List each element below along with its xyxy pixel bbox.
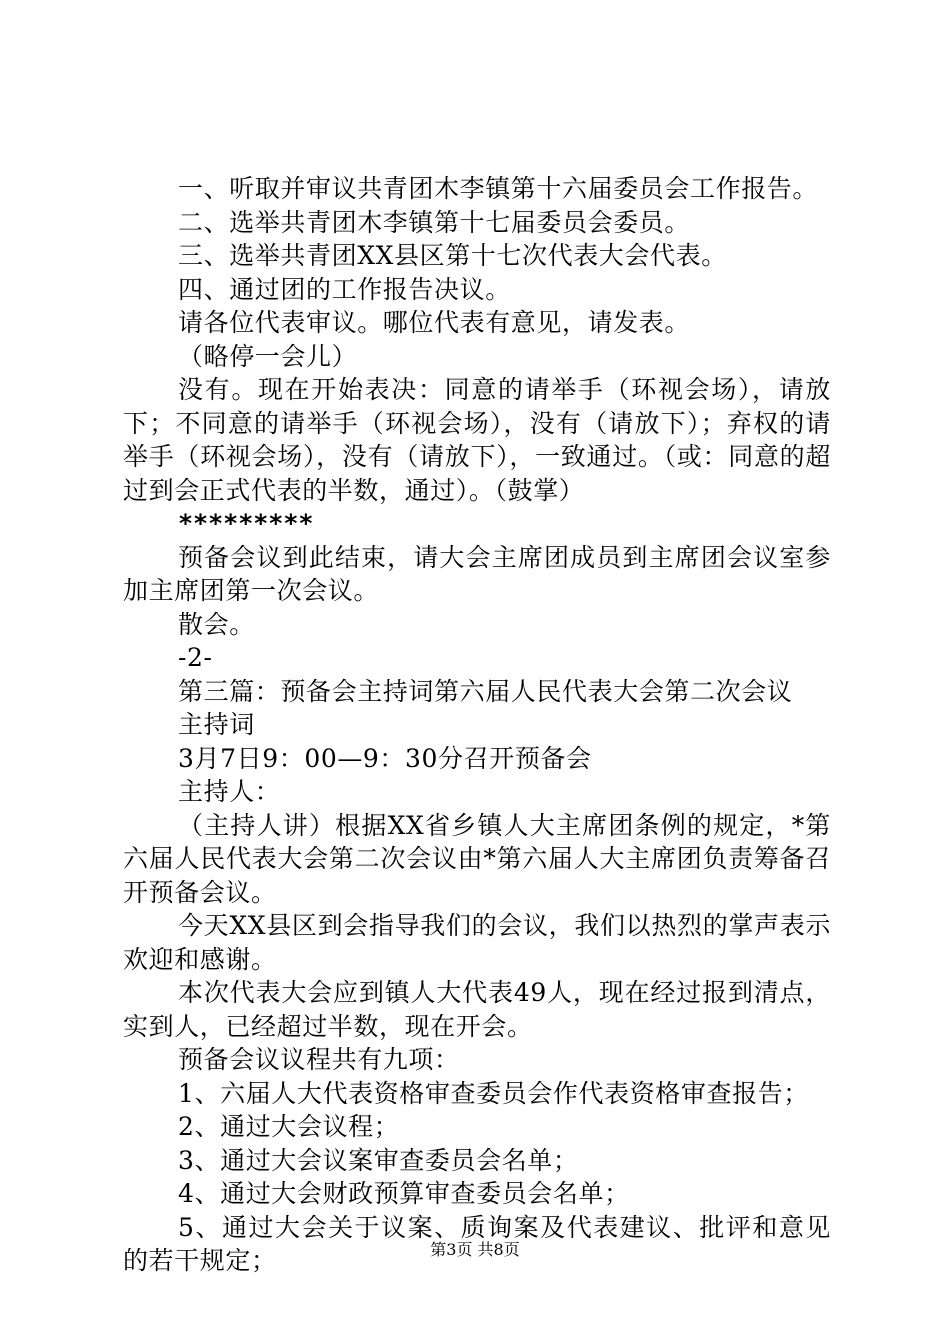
- separator-stars: *********: [178, 509, 314, 538]
- section-subtitle: 主持词: [178, 710, 255, 739]
- paragraph: 散会。: [178, 609, 255, 639]
- paragraph: 主持人：: [178, 777, 281, 806]
- paragraph: 二、选举共青团木李镇第十七届委员会委员。: [178, 207, 691, 237]
- inline-page-marker: -2-: [178, 643, 213, 672]
- paragraph: 没有。现在开始表决：同意的请举手（环视会场），请放下；不同意的请举手（环视会场），没有（请放下）；弃权的请举手（环视会场），没有（请放下），一致通过。（或：同意的超过到会正式代表的半数，通过）。（鼓掌）: [123, 375, 831, 505]
- paragraph: 本次代表大会应到镇人大代表49人，现在经过报到清点，实到人，已经超过半数，现在开会。: [123, 978, 831, 1041]
- list-item: 1、六届人大代表资格审查委员会作代表资格审查报告；: [178, 1078, 809, 1108]
- list-item: 2、通过大会议程；: [178, 1112, 400, 1141]
- page-footer: 第3页 共8页: [430, 1240, 520, 1259]
- document-body: [123, 172, 831, 1278]
- paragraph: 预备会议到此结束，请大会主席团成员到主席团会议室参加主席团第一次会议。: [123, 542, 831, 605]
- paragraph: （主持人讲）根据XX省乡镇人大主席团条例的规定，*第六届人民代表大会第二次会议由*第六届人大主席团负责筹备召开预备会议。: [123, 810, 831, 907]
- paragraph: 三、选举共青团XX县区第十七次代表大会代表。: [178, 241, 727, 270]
- paragraph: 3月7日9：00—9：30分召开预备会: [178, 743, 592, 773]
- paragraph: 一、听取并审议共青团木李镇第十六届委员会工作报告。: [178, 174, 819, 203]
- paragraph: 今天XX县区到会指导我们的会议，我们以热烈的掌声表示欢迎和感谢。: [123, 911, 831, 974]
- list-item: 5、通过大会关于议案、质询案及代表建议、批评和意见的若干规定；: [123, 1212, 831, 1275]
- paragraph: 请各位代表审议。哪位代表有意见，请发表。: [178, 308, 691, 337]
- list-item: 3、通过大会议案审查委员会名单；: [178, 1145, 579, 1175]
- paragraph: 预备会议议程共有九项：: [178, 1045, 460, 1074]
- paragraph: （略停一会儿）: [178, 341, 358, 371]
- list-item: 4、通过大会财政预算审查委员会名单；: [178, 1179, 630, 1208]
- section-title: 第三篇：预备会主持词第六届人民代表大会第二次会议: [178, 676, 793, 706]
- paragraph: 四、通过团的工作报告决议。: [178, 274, 511, 304]
